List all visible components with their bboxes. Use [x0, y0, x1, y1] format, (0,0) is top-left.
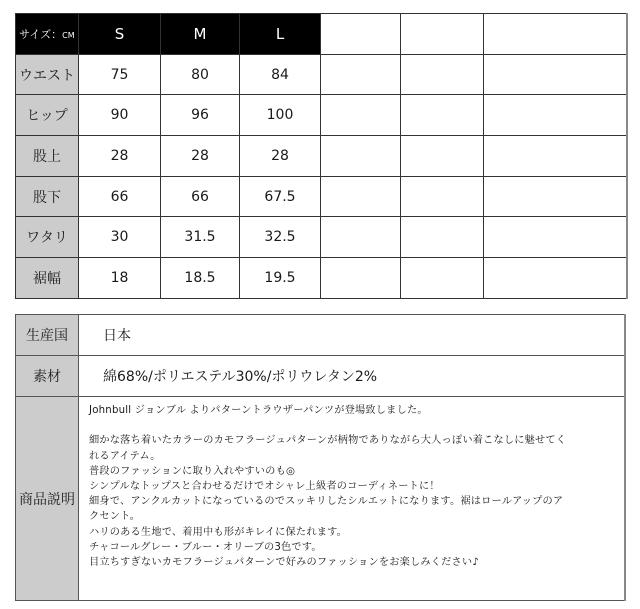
table-row-hip [16, 95, 627, 136]
cell-value [401, 54, 484, 95]
description-line: 細かな落ち着いたカラーのカモフラージュパターンが柄物でありながら大人っぽい着こなしに魅せてく [89, 435, 567, 447]
material-row [16, 356, 626, 397]
cell-value [484, 217, 627, 258]
cell-value [484, 95, 627, 136]
cell-value: 19.5 [240, 258, 321, 299]
cell-value [484, 54, 627, 95]
cell-value [321, 217, 401, 258]
description-line: れるアイテム。 [89, 450, 161, 462]
table-row-rise [16, 136, 627, 177]
cell-value: 31.5 [161, 217, 240, 258]
cell-value: 30 [79, 217, 161, 258]
size-header-empty [321, 14, 401, 55]
row-label: 股下 [16, 176, 79, 217]
cell-value: 100 [240, 95, 321, 136]
cell-value: 18 [79, 258, 161, 299]
table-row-thigh [16, 217, 627, 258]
cell-value [401, 95, 484, 136]
table-row-hem-width [16, 258, 627, 299]
cell-value [484, 176, 627, 217]
row-label: ワタリ [16, 217, 79, 258]
cell-value: 66 [161, 176, 240, 217]
cell-value [321, 176, 401, 217]
description-line: 目立ちすぎないカモフラージュパターンで好みのファッションをお楽しみください♪ [89, 557, 480, 569]
cell-value [401, 258, 484, 299]
origin-value: 日本 [79, 315, 626, 356]
size-header-empty [484, 14, 627, 55]
row-label: 裾幅 [16, 258, 79, 299]
cell-value [484, 258, 627, 299]
size-header-l: L [240, 14, 321, 55]
description-line: チャコールグレー・ブルー・オリーブの3色です。 [89, 541, 322, 553]
material-label: 素材 [16, 356, 79, 397]
cell-value: 28 [240, 136, 321, 177]
description-blank-line [89, 418, 614, 433]
row-label: ウエスト [16, 54, 79, 95]
description-line: 普段のファッションに取り入れやすいのも◎ [89, 465, 296, 477]
cell-value: 80 [161, 54, 240, 95]
description-text [79, 397, 626, 601]
cell-value [321, 95, 401, 136]
cell-value [401, 136, 484, 177]
description-line: 細身で、アンクルカットになっているのでスッキリしたシルエットになります。裾はロールアップのア [89, 496, 564, 508]
cell-value: 28 [79, 136, 161, 177]
description-line: シンプルなトップスと合わせるだけでオシャレ上級者のコーディネートに！ [89, 481, 440, 492]
row-label: ヒップ [16, 95, 79, 136]
size-header-m: M [161, 14, 240, 55]
cell-value: 32.5 [240, 217, 321, 258]
cell-value: 75 [79, 54, 161, 95]
product-info-table [15, 314, 626, 601]
cell-value [401, 217, 484, 258]
description-row [16, 397, 626, 601]
cell-value: 90 [79, 95, 161, 136]
cell-value [401, 176, 484, 217]
size-unit-header: サイズ：CM [16, 14, 79, 55]
size-header-empty [401, 14, 484, 55]
row-label: 股上 [16, 136, 79, 177]
cell-value: 96 [161, 95, 240, 136]
cell-value [321, 258, 401, 299]
origin-label: 生産国 [16, 315, 79, 356]
description-line: クセント。 [89, 511, 141, 523]
table-row-inseam [16, 176, 627, 217]
description-line: ハリのある生地で、着用中も形がキレイに保たれます。 [89, 526, 348, 538]
size-header-row [16, 14, 627, 55]
cell-value [484, 136, 627, 177]
material-value: 綿68%/ポリエステル30%/ポリウレタン2% [79, 356, 626, 397]
size-chart-table [15, 13, 628, 299]
cell-value: 18.5 [161, 258, 240, 299]
cell-value: 67.5 [240, 176, 321, 217]
origin-row [16, 315, 626, 356]
cell-value [321, 136, 401, 177]
size-header-s: S [79, 14, 161, 55]
table-row-waist [16, 54, 627, 95]
description-label: 商品説明 [16, 397, 79, 601]
cell-value [321, 54, 401, 95]
cell-value: 84 [240, 54, 321, 95]
description-line: Johnbull ジョンブル よりパターントラウザーパンツが登場致しました。 [89, 405, 428, 416]
cell-value: 66 [79, 176, 161, 217]
cell-value: 28 [161, 136, 240, 177]
